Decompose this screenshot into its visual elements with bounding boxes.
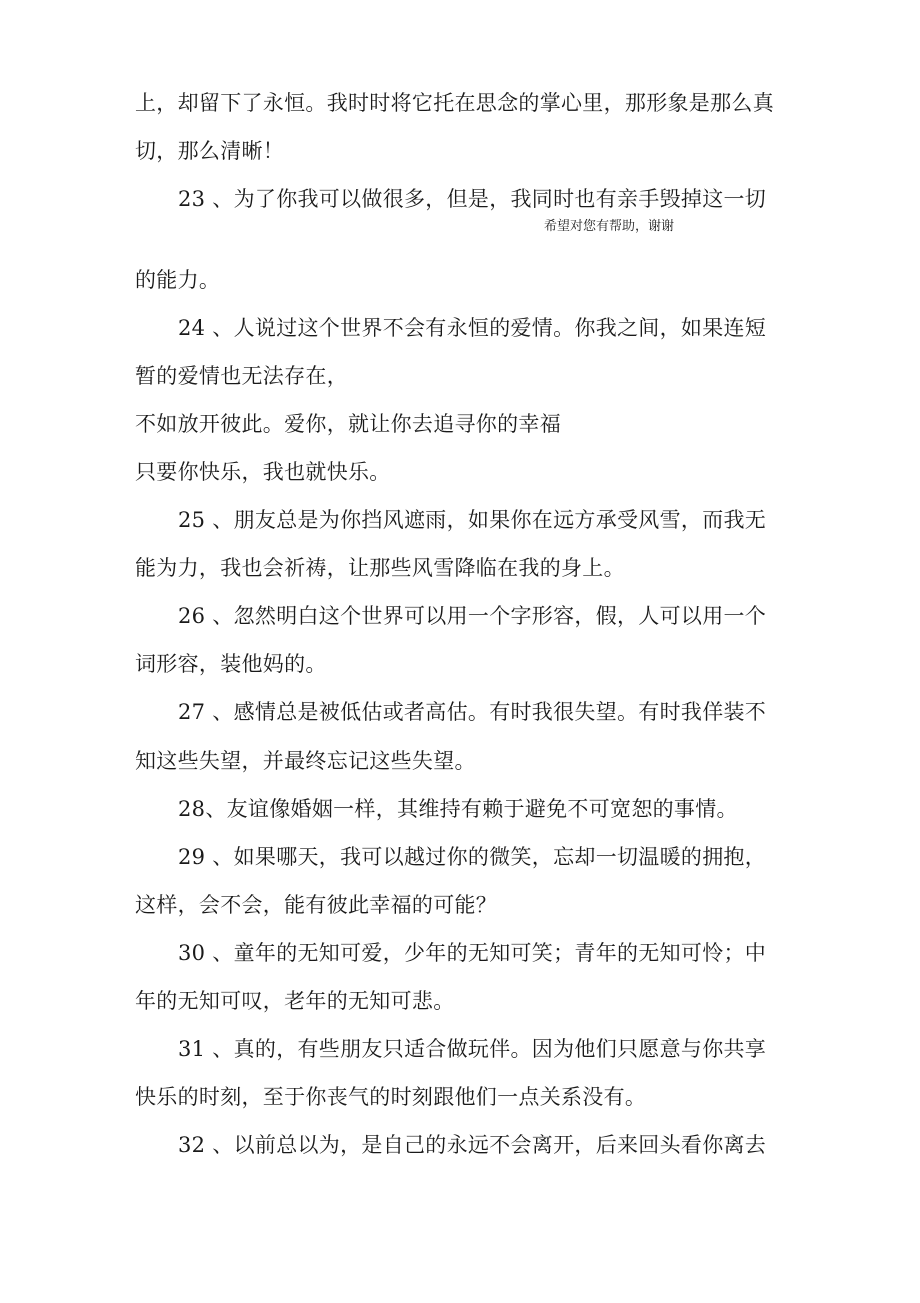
text-line-4: 的能力。 (135, 268, 221, 292)
text-line-3: 23 、为了你我可以做很多，但是，我同时也有亲手毁掉这一切 (178, 187, 767, 211)
text-line-9: 25 、朋友总是为你挡风遮雨，如果你在远方承受风雪，而我无 (178, 508, 767, 532)
text-line-7: 不如放开彼此。爱你，就让你去追寻你的幸福 (135, 412, 561, 436)
text-line-2: 切，那么清晰！ (135, 139, 285, 163)
text-line-10: 能为力，我也会祈祷，让那些风雪降临在我的身上。 (135, 556, 625, 580)
text-line-11: 26 、忽然明白这个世界可以用一个字形容，假，人可以用一个 (178, 604, 767, 628)
helpful-note: 希望对您有帮助，谢谢 (544, 219, 675, 234)
text-line-14: 知这些失望，并最终忘记这些失望。 (135, 749, 476, 773)
text-line-8: 只要你快乐，我也就快乐。 (135, 460, 391, 484)
text-line-17: 这样，会不会，能有彼此幸福的可能？ (135, 893, 498, 917)
text-line-16: 29 、如果哪天，我可以越过你的微笑，忘却一切温暖的拥抱， (178, 845, 767, 869)
text-line-15: 28、友谊像婚姻一样，其维持有赖于避免不可宽恕的事情。 (178, 797, 738, 821)
text-line-20: 31 、真的，有些朋友只适合做玩伴。因为他们只愿意与你共享 (178, 1037, 767, 1061)
text-line-22: 32 、以前总以为，是自己的永远不会离开，后来回头看你离去 (178, 1133, 767, 1157)
text-line-12: 词形容，装他妈的。 (135, 652, 327, 676)
text-line-5: 24 、人说过这个世界不会有永恒的爱情。你我之间，如果连短 (178, 316, 767, 340)
text-line-13: 27 、感情总是被低估或者高估。有时我很失望。有时我佯装不 (178, 700, 767, 724)
text-line-6: 暂的爱情也无法存在， (135, 364, 348, 388)
text-line-18: 30 、童年的无知可爱，少年的无知可笑；青年的无知可怜；中 (178, 941, 767, 965)
text-line-21: 快乐的时刻，至于你丧气的时刻跟他们一点关系没有。 (135, 1085, 647, 1109)
text-line-1: 上，却留下了永恒。我时时将它托在思念的掌心里，那形象是那么真 (135, 91, 774, 115)
text-line-19: 年的无知可叹，老年的无知可悲。 (135, 989, 455, 1013)
